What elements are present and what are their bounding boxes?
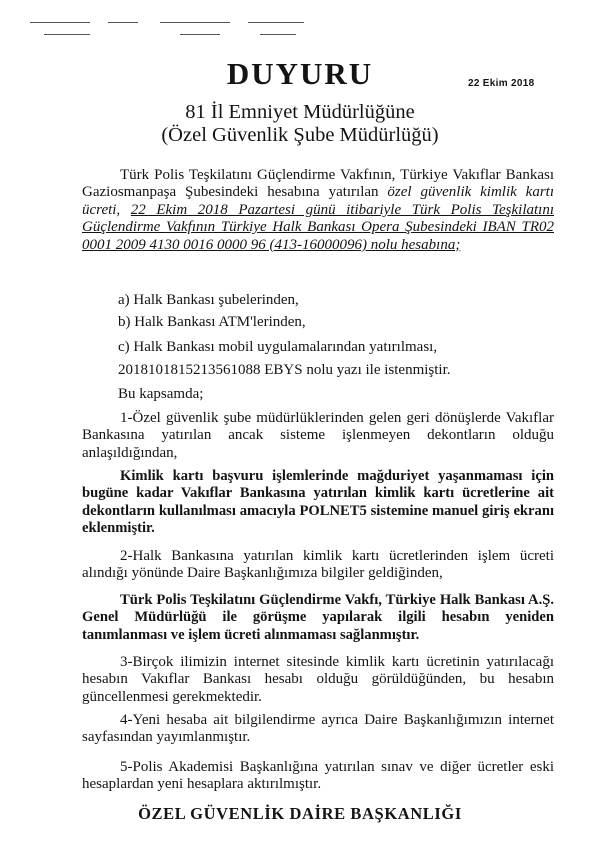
recipient-line: 81 İl Emniyet Müdürlüğüne [185, 101, 415, 123]
payment-method-b: b) Halk Bankası ATM'lerinden, [118, 314, 306, 330]
intro-paragraph [82, 167, 554, 254]
intro-lead: Türk Polis Teşkilatını Güçlendirme Vakfının, Türkiye Vakıflar Bankası Gaziosmanpaşa Şubesindeki hesabına yatırılan [82, 167, 554, 201]
document-title: DUYURU [226, 56, 374, 91]
scan-artifact-marks [30, 18, 310, 42]
item-2: 2-Halk Bankasına yatırılan kimlik kartı ücretlerinden işlem ücreti alındığı yönünde Daire Başkanlığımıza bilgiler geldiğinden, [82, 548, 554, 582]
item-4: 4-Yeni hesaba ait bilgilendirme ayrıca Daire Başkanlığımızın internet sayfasından yayımlanmıştır. [82, 712, 554, 746]
item-2-result: Türk Polis Teşkilatını Güçlendirme Vakfı, Türkiye Halk Bankası A.Ş. Genel Müdürlüğü ile görüşme yapılarak ilgili hesabın yeniden tanımlanması ve işlem ücreti alınmaması sağlanmıştır. [82, 592, 554, 643]
item-5: 5-Polis Akademisi Başkanlığına yatırılan sınav ve diğer ücretler eski hesaplardan yeni hesaplara aktırılmıştır. [82, 759, 554, 793]
item-3: 3-Birçok ilimizin internet sitesinde kimlik kartı ücretinin yatırılacağı hesabın Vakıflar Bankası hesabı olduğu görüldüğünden, bu hesabın güncellenmesi gerekmektedir. [82, 654, 554, 705]
context-line: Bu kapsamda; [118, 386, 204, 402]
document-date: 22 Ekim 2018 [468, 78, 535, 89]
intro-italic: özel güvenlik kimlik kartı ücreti, [82, 184, 554, 218]
item-1: 1-Özel güvenlik şube müdürlüklerinden gelen geri dönüşlerde Vakıflar Bankasına yatırılan ancak sisteme işlenmeyen dekontların olduğu anlaşıldığından, [82, 410, 554, 461]
signature-authority: ÖZEL GÜVENLİK DAİRE BAŞKANLIĞI [138, 804, 462, 823]
payment-method-c: c) Halk Bankası mobil uygulamalarından yatırılması, [118, 339, 438, 355]
intro-account-details: 22 Ekim 2018 Pazartesi günü itibariyle Türk Polis Teşkilatını Güçlendirme Vakfının Türkiye Halk Bankası Opera Şubesindeki IBAN TR02 0001 2009 4130 0016 0000 96 (413-16000096) nolu hesabına; [82, 201, 554, 253]
reference-line: 2018101815213561088 EBYS nolu yazı ile istenmiştir. [118, 362, 451, 378]
item-1-result: Kimlik kartı başvuru işlemlerinde mağduriyet yaşanmaması için bugüne kadar Vakıflar Bankasına yatırılan kimlik kartı ücretlerine ait dekontların kullanılması amacıyla POLNET5 sistemine manuel giriş ekranı eklenmiştir. [82, 468, 554, 537]
recipient-department: (Özel Güvenlik Şube Müdürlüğü) [161, 124, 439, 146]
payment-method-a: a) Halk Bankası şubelerinden, [118, 292, 299, 308]
